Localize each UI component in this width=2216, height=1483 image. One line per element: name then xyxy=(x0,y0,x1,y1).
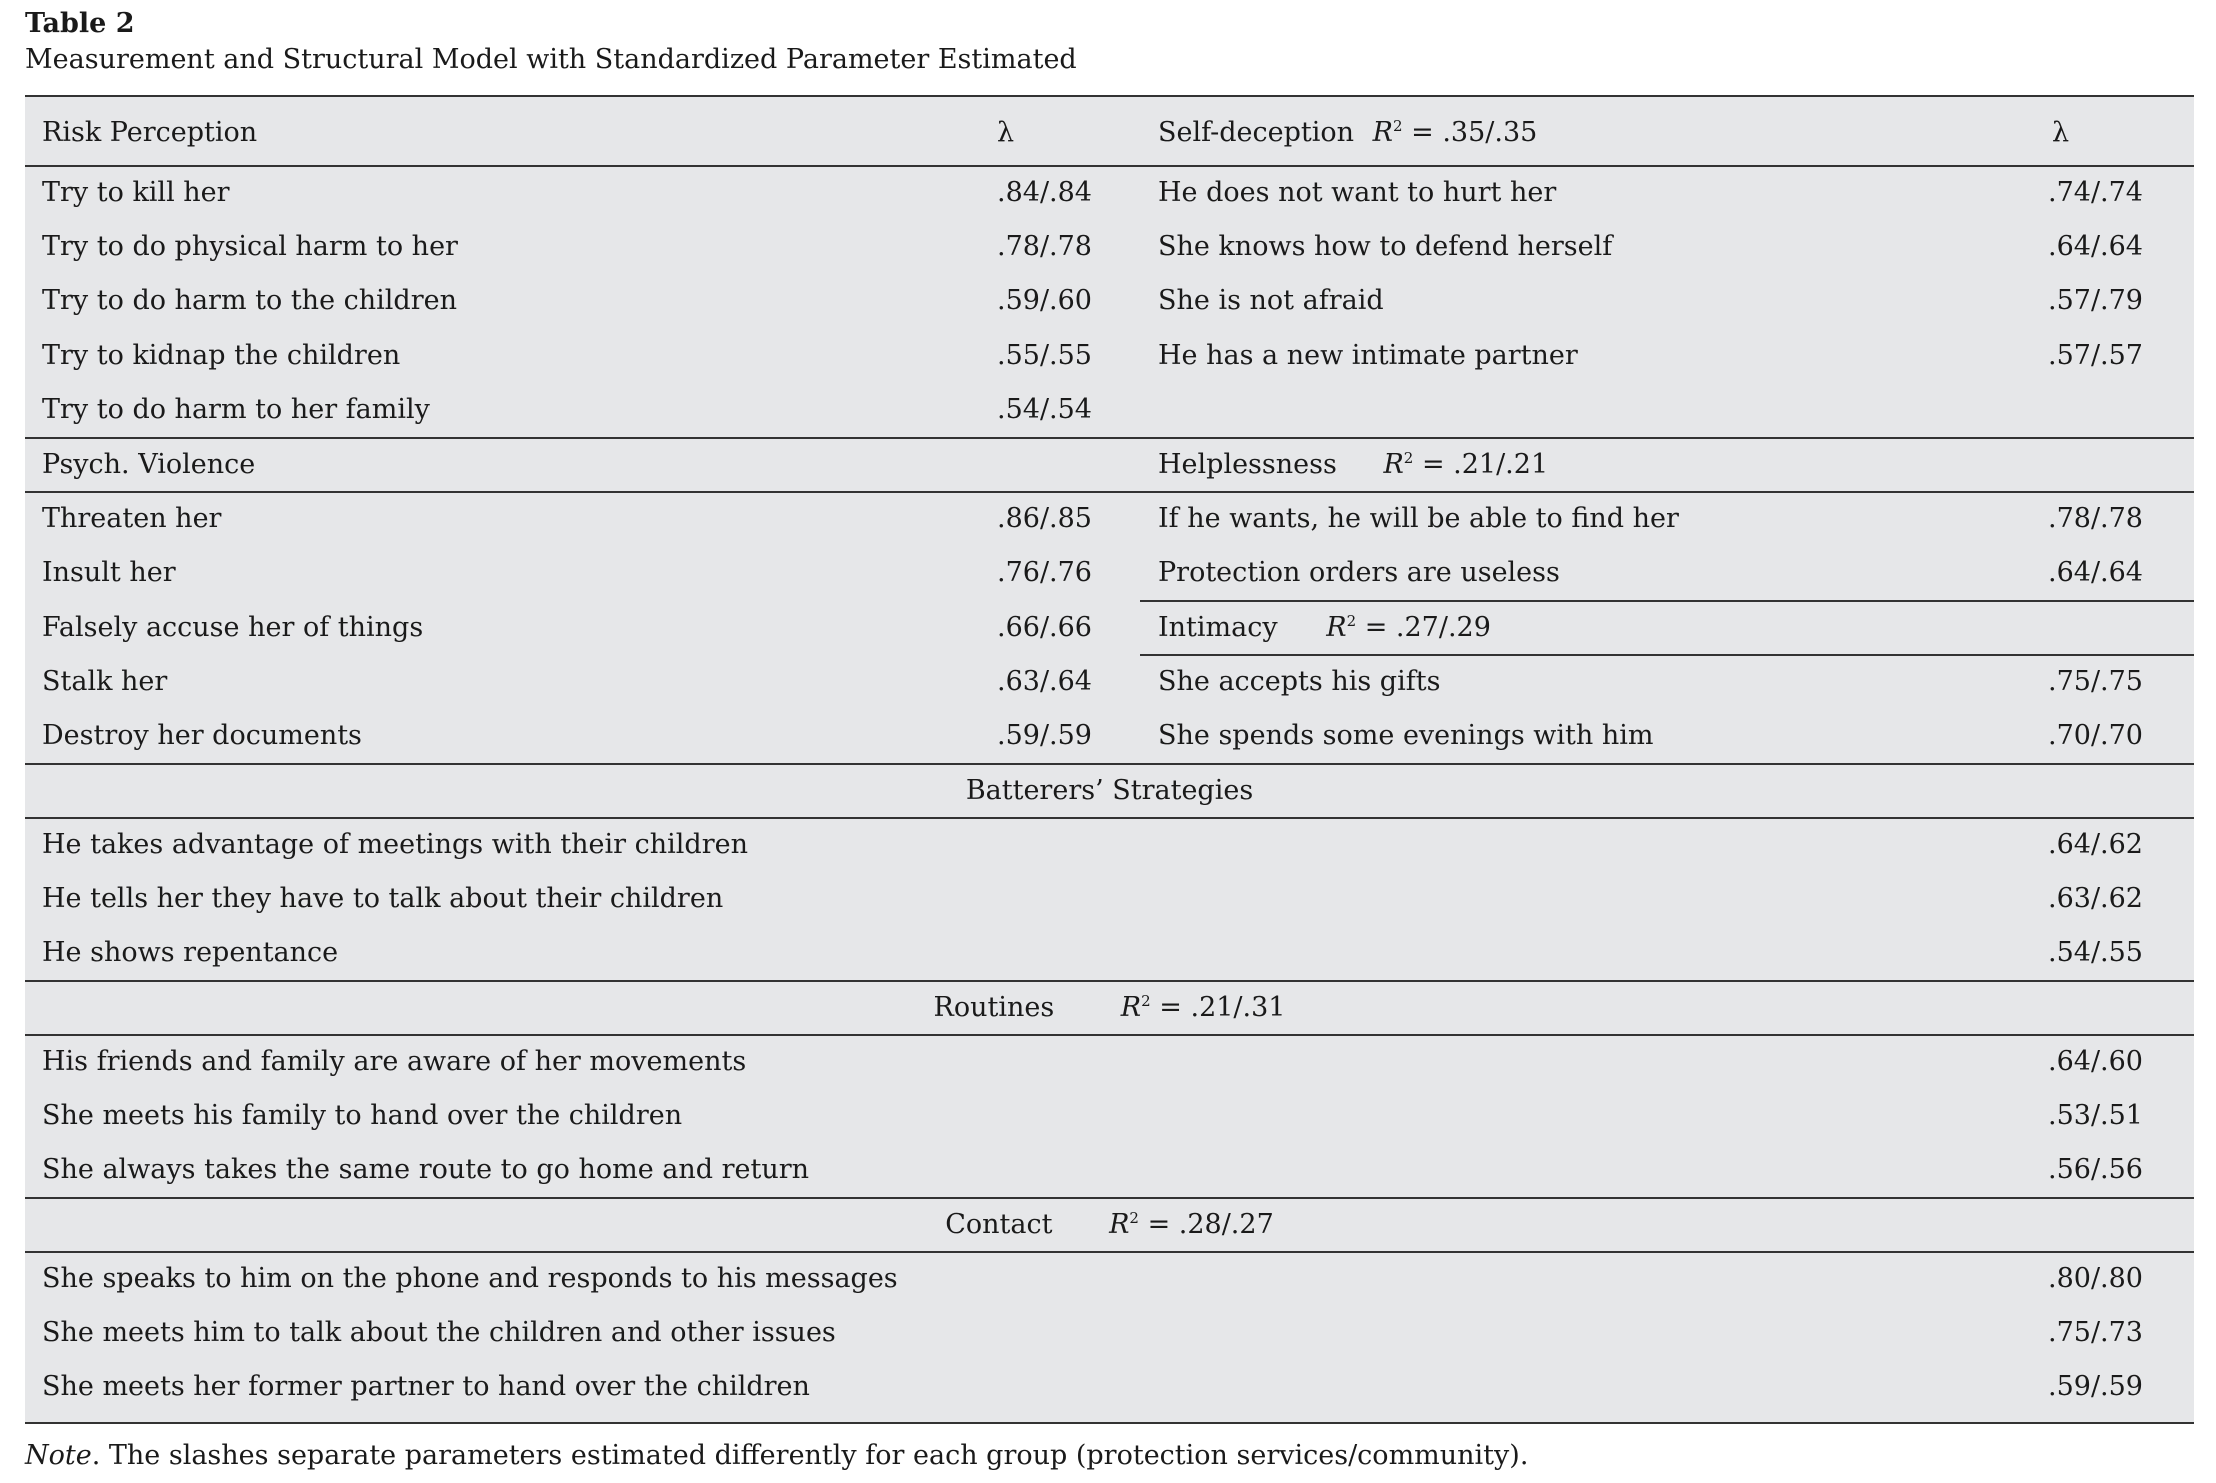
batterers-value: .54/.55 xyxy=(2048,937,2143,968)
routines-value: .53/.51 xyxy=(2048,1100,2143,1131)
routines-item: She always takes the same route to go home and return xyxy=(42,1154,810,1185)
psych-item: Destroy her documents xyxy=(42,720,362,751)
self-deception-item: She knows how to defend herself xyxy=(1158,231,1613,262)
r2-letter: R xyxy=(1383,449,1404,480)
self-deception-value: .64/.64 xyxy=(2048,231,2143,262)
r2-exp: 2 xyxy=(1403,449,1414,467)
header-rule xyxy=(25,165,2194,167)
header-risk-perception: Risk Perception xyxy=(42,117,258,148)
helplessness-item: If he wants, he will be able to find her xyxy=(1158,503,1679,534)
contact-value: .75/.73 xyxy=(2048,1317,2143,1348)
r2-letter: R xyxy=(1372,117,1393,148)
risk-item: Try to do harm to the children xyxy=(42,285,457,316)
contact-label: Contact xyxy=(945,1209,1053,1240)
section-rule xyxy=(25,817,2194,819)
intimacy-r2 xyxy=(1326,614,1491,641)
note-label: Note xyxy=(25,1440,92,1471)
r2-letter: R xyxy=(1120,992,1142,1023)
r2-exp: 2 xyxy=(1141,992,1151,1010)
subsection-rule xyxy=(1140,600,2194,602)
intimacy-value: .75/.75 xyxy=(2048,666,2143,697)
table-note xyxy=(25,1440,1528,1471)
risk-item: Try to do physical harm to her xyxy=(42,231,458,262)
risk-value: .59/.60 xyxy=(997,285,1092,316)
intimacy-item: She spends some evenings with him xyxy=(1158,720,1654,751)
header-routines xyxy=(25,994,2194,1021)
self-deception-value: .57/.79 xyxy=(2048,285,2143,316)
risk-value: .54/.54 xyxy=(997,394,1092,425)
table-label: Table 2 xyxy=(25,8,135,39)
r2-letter: R xyxy=(1326,612,1347,643)
r2-exp: 2 xyxy=(1392,117,1403,135)
header-intimacy xyxy=(1158,614,1491,641)
section-rule xyxy=(25,1034,2194,1036)
header-self-deception xyxy=(1158,119,1537,146)
helplessness-value: .78/.78 xyxy=(2048,503,2143,534)
risk-value: .84/.84 xyxy=(997,177,1092,208)
r2-exp: 2 xyxy=(1346,612,1357,630)
section-rule xyxy=(25,763,2194,765)
contact-item: She meets her former partner to hand over the children xyxy=(42,1371,810,1402)
routines-value: .64/.60 xyxy=(2048,1046,2143,1077)
psych-item: Threaten her xyxy=(42,503,222,534)
section-rule xyxy=(25,491,2194,493)
self-deception-item: He has a new intimate partner xyxy=(1158,340,1578,371)
r2-exp: 2 xyxy=(1129,1209,1139,1227)
intimacy-item: She accepts his gifts xyxy=(1158,666,1441,697)
contact-value: .59/.59 xyxy=(2048,1371,2143,1402)
intimacy-value: .70/.70 xyxy=(2048,720,2143,751)
psych-value: .76/.76 xyxy=(997,557,1092,588)
psych-value: .66/.66 xyxy=(997,612,1092,643)
risk-item: Try to kidnap the children xyxy=(42,340,401,371)
self-deception-r2 xyxy=(1373,119,1538,146)
contact-value: .80/.80 xyxy=(2048,1263,2143,1294)
psych-value: .86/.85 xyxy=(997,503,1092,534)
table-caption: Measurement and Structural Model with Standardized Parameter Estimated xyxy=(25,44,1077,75)
r2-letter: R xyxy=(1109,1209,1130,1240)
header-psych-violence: Psych. Violence xyxy=(42,449,256,480)
header-lambda-right: λ xyxy=(2052,117,2070,148)
self-deception-label: Self-deception xyxy=(1158,117,1355,148)
batterers-item: He tells her they have to talk about their children xyxy=(42,883,724,914)
section-rule xyxy=(25,1251,2194,1253)
helplessness-value: .64/.64 xyxy=(2048,557,2143,588)
helplessness-label: Helplessness xyxy=(1158,449,1337,480)
r2-value: = .35/.35 xyxy=(1411,117,1538,148)
r2-value: = .28/.27 xyxy=(1147,1209,1274,1240)
psych-item: Stalk her xyxy=(42,666,168,697)
contact-item: She meets him to talk about the children and other issues xyxy=(42,1317,836,1348)
psych-item: Falsely accuse her of things xyxy=(42,612,424,643)
section-rule xyxy=(25,980,2194,982)
table xyxy=(25,95,2194,1424)
psych-value: .63/.64 xyxy=(997,666,1092,697)
contact-item: She speaks to him on the phone and responds to his messages xyxy=(42,1263,898,1294)
subsection-rule xyxy=(1140,654,2194,656)
routines-value: .56/.56 xyxy=(2048,1154,2143,1185)
batterers-value: .64/.62 xyxy=(2048,829,2143,860)
section-rule xyxy=(25,437,2194,439)
contact-r2 xyxy=(1109,1211,1274,1238)
self-deception-item: She is not afraid xyxy=(1158,285,1384,316)
r2-value: = .27/.29 xyxy=(1364,612,1491,643)
routines-item: She meets his family to hand over the children xyxy=(42,1100,683,1131)
routines-item: His friends and family are aware of her movements xyxy=(42,1046,747,1077)
batterers-item: He takes advantage of meetings with their children xyxy=(42,829,748,860)
r2-value: = .21/.31 xyxy=(1159,992,1286,1023)
batterers-item: He shows repentance xyxy=(42,937,339,968)
header-batterers-strategies: Batterers’ Strategies xyxy=(965,775,1254,806)
header-lambda-left: λ xyxy=(997,117,1015,148)
risk-value: .78/.78 xyxy=(997,231,1092,262)
r2-value: = .21/.21 xyxy=(1421,449,1549,480)
risk-value: .55/.55 xyxy=(997,340,1092,371)
batterers-value: .63/.62 xyxy=(2048,883,2143,914)
helplessness-r2 xyxy=(1383,451,1548,478)
self-deception-item: He does not want to hurt her xyxy=(1158,177,1557,208)
helplessness-item: Protection orders are useless xyxy=(1158,557,1560,588)
self-deception-value: .74/.74 xyxy=(2048,177,2143,208)
self-deception-value: .57/.57 xyxy=(2048,340,2143,371)
psych-item: Insult her xyxy=(42,557,176,588)
header-helplessness xyxy=(1158,451,1548,478)
routines-label: Routines xyxy=(933,992,1055,1023)
risk-item: Try to kill her xyxy=(42,177,230,208)
psych-value: .59/.59 xyxy=(997,720,1092,751)
routines-r2 xyxy=(1121,994,1286,1021)
header-contact xyxy=(25,1211,2194,1238)
intimacy-label: Intimacy xyxy=(1158,612,1278,643)
risk-item: Try to do harm to her family xyxy=(42,394,430,425)
note-text: . The slashes separate parameters estimated differently for each group (protection services/community). xyxy=(91,1440,1529,1471)
section-rule xyxy=(25,1197,2194,1199)
